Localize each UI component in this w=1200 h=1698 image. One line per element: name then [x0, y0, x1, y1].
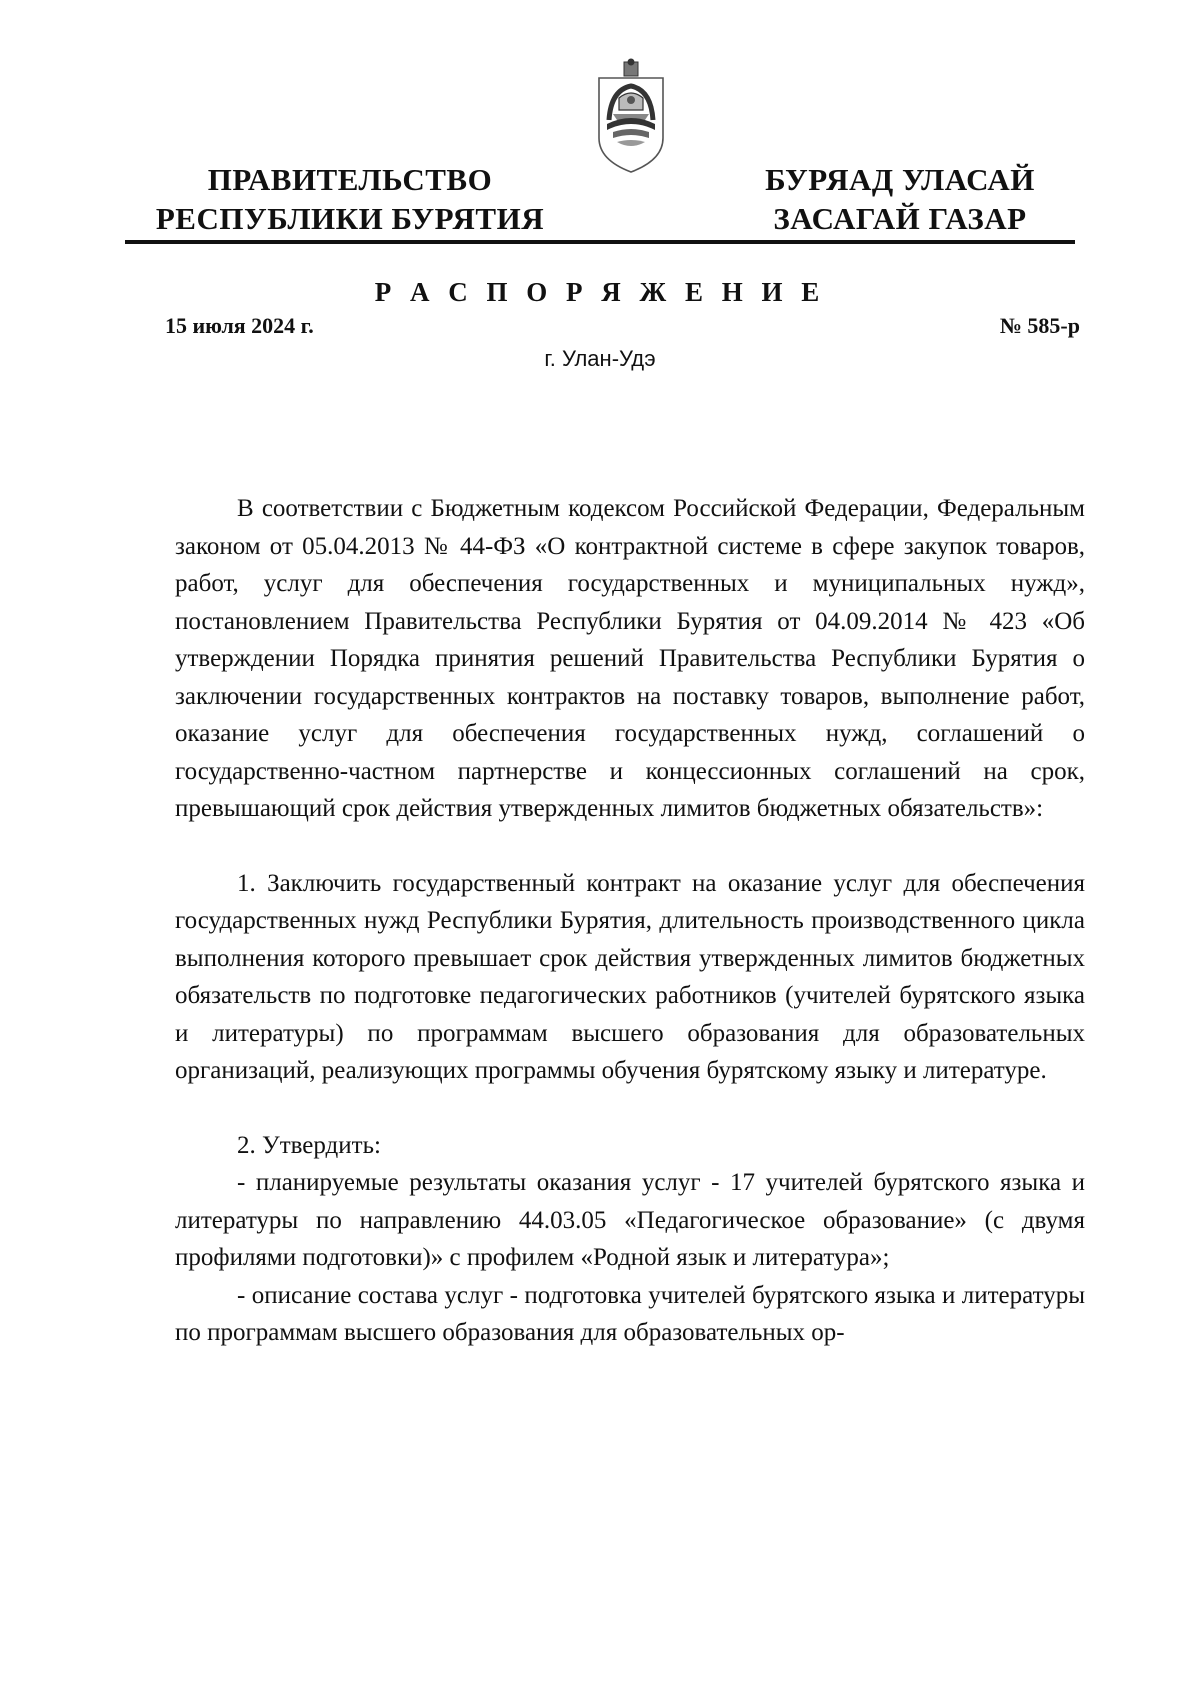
item-2-heading: 2. Утвердить:	[237, 1131, 381, 1159]
header-right-line-1: БУРЯАД УЛАСАЙ	[765, 162, 1035, 197]
header-right-line-2: ЗАСАГАЙ ГАЗАР	[773, 201, 1027, 236]
document-body	[175, 490, 1085, 1352]
header-divider	[125, 240, 1075, 244]
document-type: Р А С П О Р Я Ж Е Н И Е	[374, 277, 826, 307]
coat-of-arms-icon	[593, 56, 669, 176]
item-2-planned-results: - планируемые результаты оказания услуг - 17 учителей бурятского языка и литературы по направлению 44.03.05 «Педагогическое образование» (с двумя профилями подготовки)» с профилем «Родной язык и литература»;	[175, 1169, 1085, 1271]
government-name-russian	[150, 160, 550, 238]
document-number: № 585-р	[999, 313, 1080, 338]
header-left-line-1: ПРАВИТЕЛЬСТВО	[207, 162, 493, 197]
item-2-services-description: - описание состава услуг - подготовка учителей бурятского языка и литературы по программам высшего образования для образовательных ор-	[175, 1281, 1085, 1346]
item-1-paragraph: 1. Заключить государственный контракт на оказание услуг для обеспечения государственных нужд Республики Бурятия, длительность производственного цикла выполнения которого превышает срок действия утвержденных лимитов бюджетных обязательств по подготовке педагогических работников (учителей бурятского языка и литературы) по программам высшего образования для образовательных организаций, реализующих программы обучения бурятскому языку и литературе.	[175, 869, 1085, 1084]
government-name-buryat	[740, 160, 1060, 238]
document-city: г. Улан-Удэ	[544, 346, 656, 371]
document-date: 15 июля 2024 г.	[165, 313, 314, 338]
header-left-line-2: РЕСПУБЛИКИ БУРЯТИЯ	[155, 201, 545, 236]
preamble-paragraph: В соответствии с Бюджетным кодексом Российской Федерации, Федеральным законом от 05.04.2013 № 44-ФЗ «О контрактной системе в сфере закупок товаров, работ, услуг для обеспечения государственных и муниципальных нужд», постановлением Правительства Республики Бурятия от 04.09.2014 № 423 «Об утверждении Порядка принятия решений Правительства Республики Бурятия о заключении государственных контрактов на поставку товаров, выполнение работ, оказание услуг для обеспечения государственных нужд, соглашений о государственно-частном партнерстве и концессионных соглашений на срок, превышающий срок действия утвержденных лимитов бюджетных обязательств»:	[175, 495, 1085, 822]
